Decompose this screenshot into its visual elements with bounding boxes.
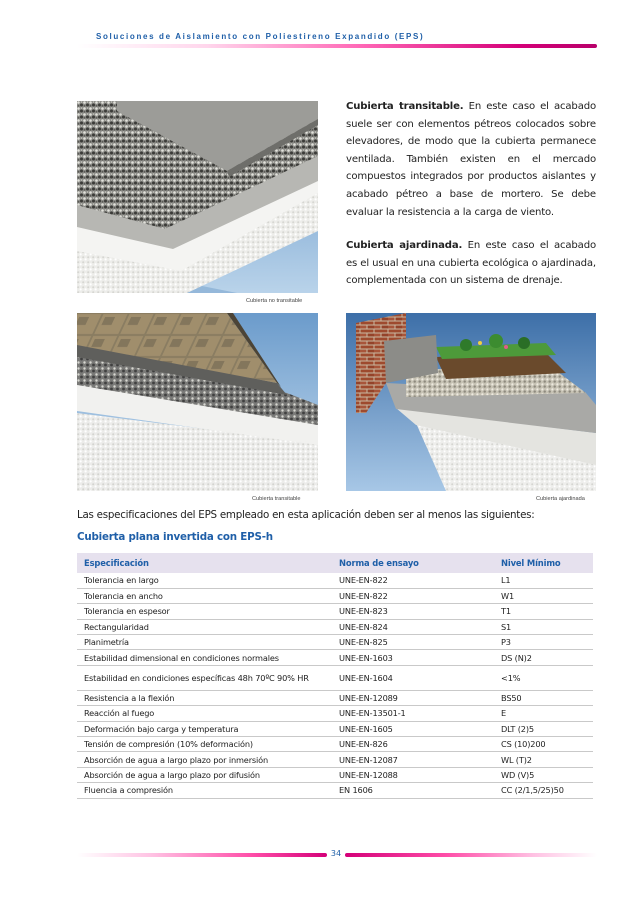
table-cell: UNE-EN-825: [332, 635, 494, 650]
table-row: [77, 767, 593, 782]
table-cell: Fluencia a compresión: [77, 783, 332, 798]
table-row: [77, 721, 593, 736]
page-number: 34: [330, 849, 342, 858]
table-cell: Planimetría: [77, 635, 332, 650]
table-cell: BS50: [494, 690, 593, 705]
table-cell: T1: [494, 604, 593, 619]
header-gradient-bar: [77, 44, 597, 48]
table-cell: EN 1606: [332, 783, 494, 798]
table-cell: UNE-EN-1604: [332, 665, 494, 690]
table-cell: WD (V)5: [494, 767, 593, 782]
column-header: Norma de ensayo: [332, 553, 494, 573]
table-title: Cubierta plana invertida con EPS-h: [77, 531, 273, 543]
table-cell: UNE-EN-12089: [332, 690, 494, 705]
table-cell: UNE-EN-823: [332, 604, 494, 619]
paragraph-lead: Cubierta ajardinada.: [346, 240, 463, 252]
paragraph-lead: Cubierta transitable.: [346, 101, 464, 112]
table-cell: UNE-EN-822: [332, 588, 494, 603]
table-cell: Estabilidad en condiciones específicas 48h 70ºC 90% HR: [77, 665, 332, 690]
table-header-row: [77, 553, 593, 573]
table-row: [77, 690, 593, 705]
table-cell: E: [494, 706, 593, 721]
figure-caption: Cubierta no transitable: [246, 298, 303, 304]
table-cell: CC (2/1,5/25)50: [494, 783, 593, 798]
table-cell: Tolerancia en espesor: [77, 604, 332, 619]
paragraph-text: En este caso el acabado suele ser con elementos pétreos colocados sobre elevadores, de modo que la cubierta permanece ventilada. También existen en el mercado compuestos integrados por productos aislantes y acabado pétreo a base de mortero. Se debe evaluar la resistencia a la carga de viento.: [346, 101, 597, 218]
paragraph-text: En este caso el acabado es el usual en una cubierta ecológica o ajardinada, complementada con un sistema de drenaje.: [346, 240, 596, 287]
spec-intro: Las especificaciones del EPS empleado en esta aplicación deben ser al menos las siguientes:: [77, 509, 535, 521]
table-cell: UNE-EN-826: [332, 737, 494, 752]
table-row: [77, 573, 593, 588]
table-row: [77, 604, 593, 619]
table-row: [77, 665, 593, 690]
table-cell: Rectangularidad: [77, 619, 332, 634]
body-text: [346, 98, 596, 306]
table-row: [77, 752, 593, 767]
footer-gradient-bar-left: [77, 853, 327, 857]
table-cell: Resistencia a la flexión: [77, 690, 332, 705]
table-cell: UNE-EN-824: [332, 619, 494, 634]
spec-table: [77, 553, 593, 799]
paragraph-transitable: [346, 98, 596, 221]
photo-cubierta-ajardinada: [346, 313, 596, 491]
table-cell: Absorción de agua a largo plazo por difusión: [77, 767, 332, 782]
column-header: Nivel Mínimo: [494, 553, 593, 573]
table-cell: Tolerancia en ancho: [77, 588, 332, 603]
table-cell: UNE-EN-1605: [332, 721, 494, 736]
table-cell: UNE-EN-822: [332, 573, 494, 588]
table-row: [77, 588, 593, 603]
table-cell: WL (T)2: [494, 752, 593, 767]
table-cell: Reacción al fuego: [77, 706, 332, 721]
table-cell: Tolerancia en largo: [77, 573, 332, 588]
table-cell: W1: [494, 588, 593, 603]
paragraph-ajardinada: [346, 237, 596, 290]
running-header: Soluciones de Aislamiento con Poliestireno Expandido (EPS): [96, 32, 425, 41]
figure-caption: Cubierta ajardinada: [536, 496, 585, 502]
table-row: [77, 783, 593, 798]
table-cell: UNE-EN-13501-1: [332, 706, 494, 721]
table-row: [77, 635, 593, 650]
table-cell: L1: [494, 573, 593, 588]
table-cell: <1%: [494, 665, 593, 690]
footer-gradient-bar-right: [345, 853, 597, 857]
table-cell: Deformación bajo carga y temperatura: [77, 721, 332, 736]
photo-cubierta-no-transitable: [77, 101, 318, 293]
table-cell: UNE-EN-1603: [332, 650, 494, 665]
column-header: Especificación: [77, 553, 332, 573]
table-row: [77, 650, 593, 665]
table-cell: CS (10)200: [494, 737, 593, 752]
table-cell: DLT (2)5: [494, 721, 593, 736]
figure-caption: Cubierta transitable: [252, 496, 301, 502]
table-cell: DS (N)2: [494, 650, 593, 665]
table-row: [77, 737, 593, 752]
table-row: [77, 706, 593, 721]
table-cell: UNE-EN-12088: [332, 767, 494, 782]
table-cell: UNE-EN-12087: [332, 752, 494, 767]
table-cell: Absorción de agua a largo plazo por inmersión: [77, 752, 332, 767]
table-cell: P3: [494, 635, 593, 650]
table-row: [77, 619, 593, 634]
table-cell: Estabilidad dimensional en condiciones normales: [77, 650, 332, 665]
table-cell: S1: [494, 619, 593, 634]
photo-cubierta-transitable: [77, 313, 318, 491]
table-cell: Tensión de compresión (10% deformación): [77, 737, 332, 752]
